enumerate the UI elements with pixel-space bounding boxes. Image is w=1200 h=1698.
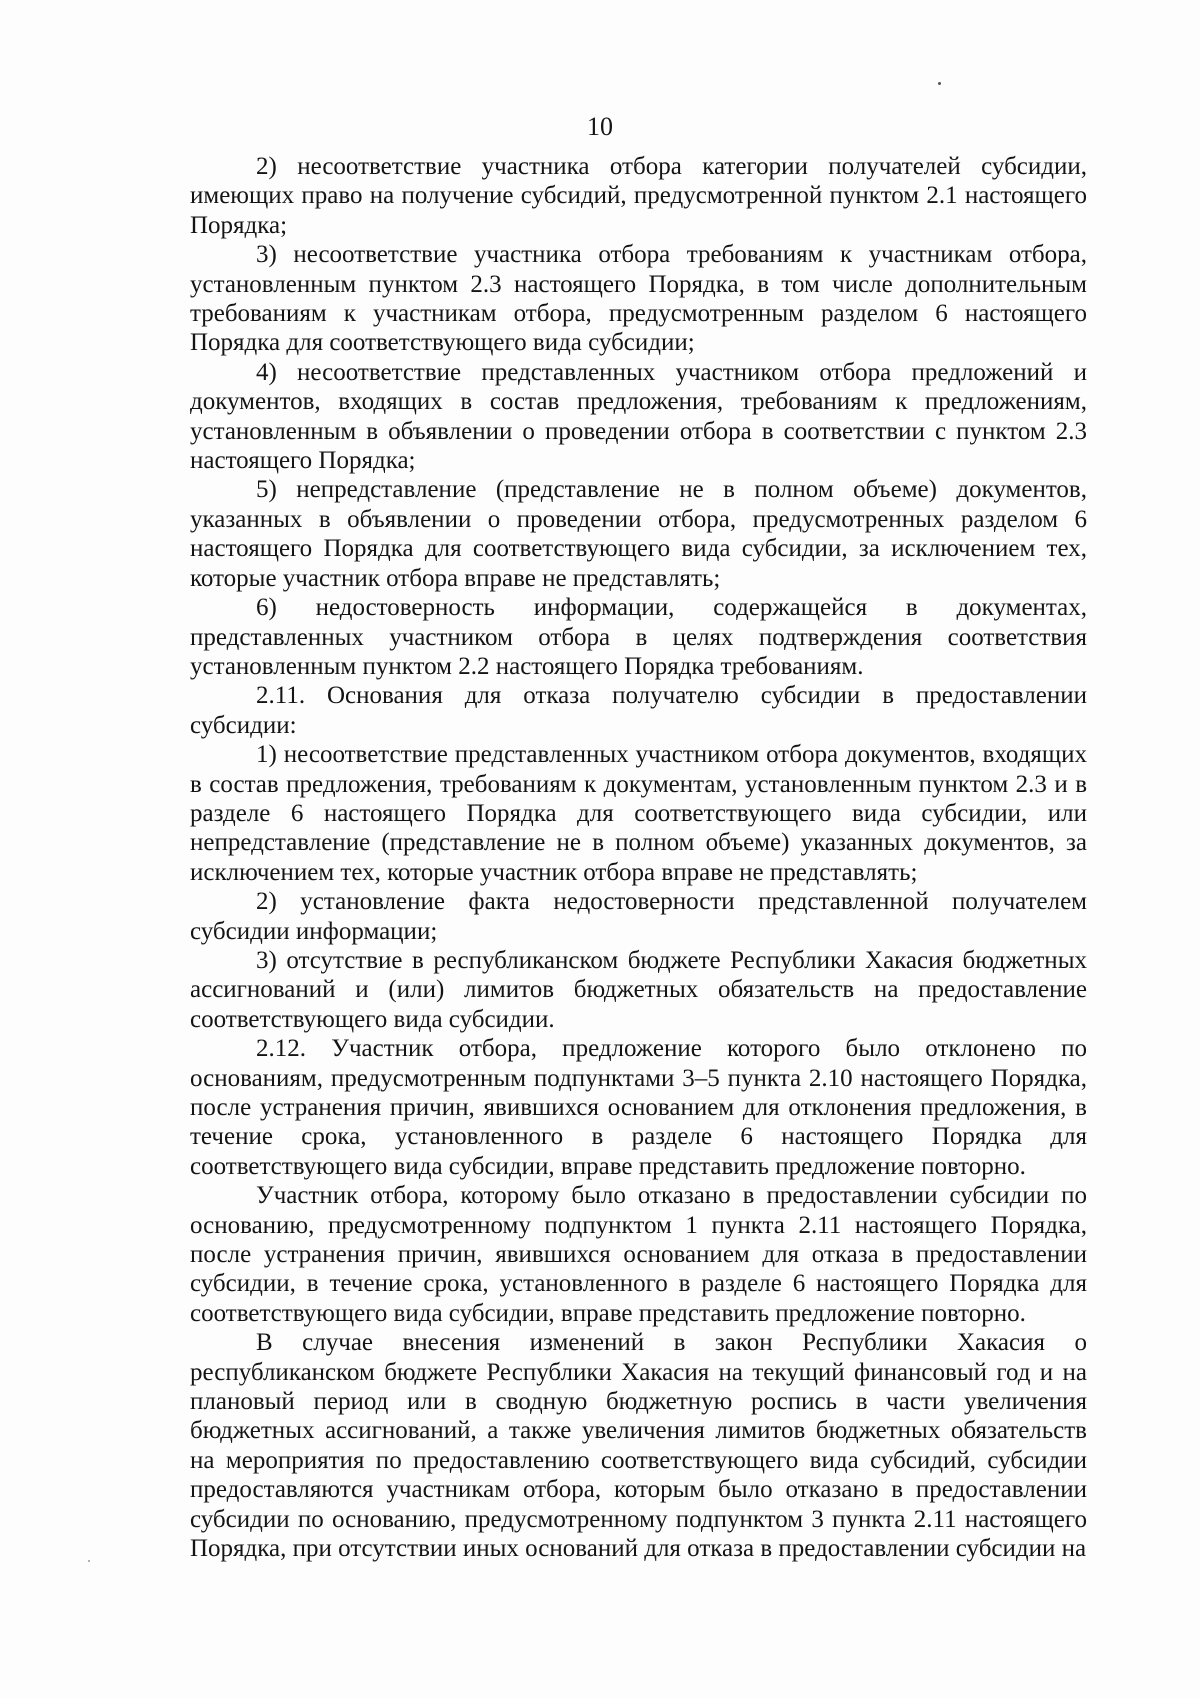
paragraph: 4) несоответствие представленных участником отбора предложений и документов, входящих в состав предложения, требованиям к предложениям, установленным в объявлении о проведении отбора в соответствии с пунктом 2.3 настоящего Порядка; [190, 358, 1087, 475]
paragraph: 5) непредставление (представление не в полном объеме) документов, указанных в объявлении о проведении отбора, предусмотренных разделом 6 настоящего Порядка для соответствующего вида субсидии, за исключением тех, которые участник отбора вправе не представлять; [190, 476, 1087, 592]
scan-speck [88, 1560, 90, 1562]
paragraph: 3) отсутствие в республиканском бюджете Республики Хакасия бюджетных ассигнований и (или) лимитов бюджетных обязательств на предоставление соответствующего вида субсидии. [190, 946, 1087, 1033]
paragraph: В случае внесения изменений в закон Республики Хакасия о республиканском бюджете Республики Хакасия на текущий финансовый год и на плановый период или в сводную бюджетную роспись в части увеличения бюджетных ассигнований, а также увеличения лимитов бюджетных обязательств на мероприятия по предоставлению соответствующего вида субсидий, субсидии предоставляются участникам отбора, которым было отказано в предоставлении субсидии по основанию, предусмотренному подпунктом 3 пункта 2.11 настоящего Порядка, при отсутствии иных оснований для отказа в предоставлении субсидии на [190, 1329, 1087, 1563]
document-body [190, 152, 1087, 1564]
paragraph: Участник отбора, которому было отказано в предоставлении субсидии по основанию, предусмотренному подпунктом 1 пункта 2.11 настоящего Порядка, после устранения причин, явившихся основанием для отказа в предоставлении субсидии, в течение срока, установленного в разделе 6 настоящего Порядка для соответствующего вида субсидии, вправе представить предложение повторно. [190, 1182, 1087, 1327]
scan-speck [938, 82, 941, 85]
paragraph: 2.11. Основания для отказа получателю субсидии в предоставлении субсидии: [190, 682, 1087, 739]
paragraph: 2) установление факта недостоверности представленной получателем субсидии информации; [190, 888, 1087, 945]
paragraph: 2) несоответствие участника отбора категории получателей субсидии, имеющих право на получение субсидий, предусмотренной пунктом 2.1 настоящего Порядка; [190, 153, 1087, 239]
paragraph: 6) недостоверность информации, содержащейся в документах, представленных участником отбора в целях подтверждения соответствия установленным пунктом 2.2 настоящего Порядка требованиям. [190, 594, 1087, 680]
paragraph: 2.12. Участник отбора, предложение которого было отклонено по основаниям, предусмотренным подпунктами 3–5 пункта 2.10 настоящего Порядка, после устранения причин, явившихся основанием для отклонения предложения, в течение срока, установленного в разделе 6 настоящего Порядка для соответствующего вида субсидии, вправе представить предложение повторно. [190, 1035, 1087, 1180]
paragraph: 3) несоответствие участника отбора требованиям к участникам отбора, установленным пунктом 2.3 настоящего Порядка, в том числе дополнительным требованиям к участникам отбора, предусмотренным разделом 6 настоящего Порядка для соответствующего вида субсидии; [190, 241, 1087, 357]
paragraph: 1) несоответствие представленных участником отбора документов, входящих в состав предложения, требованиям к документам, установленным пунктом 2.3 и в разделе 6 настоящего Порядка для соответствующего вида субсидии, или непредставление (представление не в полном объеме) указанных документов, за исключением тех, которые участник отбора вправе не представлять; [190, 741, 1087, 886]
page-number: 10 [587, 112, 613, 141]
